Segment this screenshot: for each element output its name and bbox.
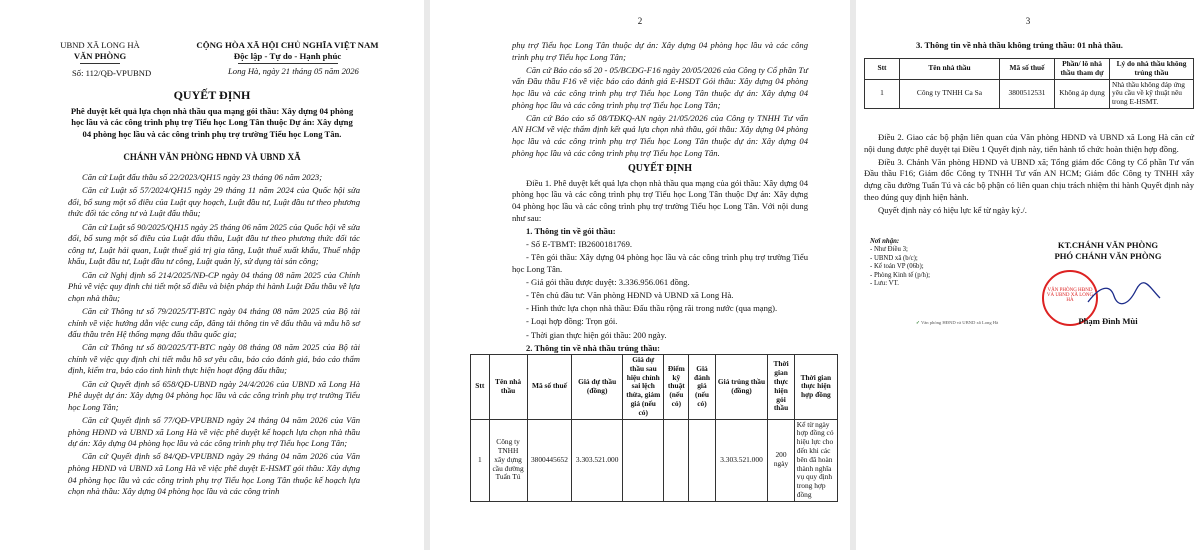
effect-clause: Quyết định này có hiệu lực kể từ ngày ký./.: [878, 204, 1027, 215]
org-underline: [80, 63, 120, 64]
table-header: Giá dự thầu (đồng): [572, 355, 623, 420]
table-header-row: [471, 355, 838, 420]
table-cell: Không áp dụng: [1055, 79, 1110, 108]
sign-line-1: KT.CHÁNH VĂN PHÒNG: [1057, 240, 1159, 250]
table-header: Giá đánh giá (nếu có): [689, 355, 716, 420]
info-item: - Thời gian thực hiện gói thầu: 200 ngày.: [526, 329, 667, 340]
recipient: - Kế toán VP (06b);: [870, 263, 924, 271]
table-cell: Công ty TNHH xây dựng cầu đường Tuấn Tú: [489, 419, 527, 501]
losing-bidder-table: [864, 58, 1194, 109]
table-cell: [689, 419, 716, 501]
legal-basis: Căn cứ Báo cáo số 20 - 05/BCĐG-F16 ngày 20/05/2026 của Công ty Cổ phần Tư vấn Đầu thầu F16 về việc báo cáo đánh giá E-HSDT Gói thầu: Xây dựng 04 phòng học lầu và các công trình phụ trợ Tiểu học Long Tân thuộc dự án: Xây dựng 04 phòng học lầu và các công trình phụ trợ Tiểu học Long Tân;: [512, 64, 808, 110]
table-row: [471, 419, 838, 501]
place-date: Long Hà, ngày 21 tháng 05 năm 2026: [228, 66, 359, 76]
table-header: Mã số thuế: [1000, 59, 1055, 80]
decision-title: QUYẾT ĐỊNH: [173, 88, 251, 102]
document-page-1: [0, 0, 424, 550]
info-item: - Tên chủ đầu tư: Văn phòng HĐND và UBND xã Long Hà.: [526, 290, 734, 301]
table-header: Stt: [471, 355, 490, 420]
table-header: Phần/ lô nhà thầu tham dự: [1055, 59, 1110, 80]
page-number: 2: [637, 16, 643, 26]
table-cell: [623, 419, 664, 501]
table-header: Tên nhà thầu: [489, 355, 527, 420]
recipients-title: Nơi nhận:: [870, 238, 900, 245]
recipient: - Phòng Kinh tế (p/h);: [870, 271, 931, 279]
legal-basis: Căn cứ Quyết định số 77/QĐ-VPUBND ngày 24 tháng 04 năm 2026 của Văn phòng HĐND và UBND xã Long Hà về việc phê duyệt kế hoạch lựa chọn nhà thầu dự án: Xây dựng 04 phòng học lầu và các công trình phụ trợ Tiểu học Long Tân;: [68, 415, 360, 449]
table-cell: Công ty TNHH Ca Sa: [900, 79, 1000, 108]
winning-bidder-table: [470, 354, 838, 502]
legal-basis: Căn cứ Báo cáo số 08/TĐKQ-AN ngày 21/05/2026 của Công ty TNHH Tư vấn AN HCM về việc thẩm định kết quả lựa chọn nhà thầu, gói thầu: Xây dựng 04 phòng học lầu và các công trình phụ trợ Tiểu học Long Tân thuộc dự án: Xây dựng 04 phòng học lầu và các công trình phụ trợ Tiểu học Long Tân.: [512, 112, 808, 158]
decision-title: QUYẾT ĐỊNH: [628, 163, 692, 175]
table-cell: 1: [865, 79, 900, 108]
document-page-3: [856, 0, 1200, 550]
table-cell: Nhà thầu không đáp ứng yêu cầu về kỹ thuật nêu trong E-HSMT.: [1110, 79, 1194, 108]
table-header: Thời gian thực hiện hợp đồng: [794, 355, 837, 420]
article-2: Điều 2. Giao các bộ phận liên quan của Văn phòng HĐND và UBND xã Long Hà căn cứ nội dung được phê duyệt tại Điều 1 Quyết định này, tiến hành tổ chức hoàn thiện hợp đồng.: [864, 132, 1194, 154]
table-cell: [664, 419, 689, 501]
table-header: Giá trúng thầu (đồng): [715, 355, 768, 420]
info-item: - Tên gói thầu: Xây dựng 04 phòng học lầu và các công trình phụ trợ trường Tiểu học Long Tân.: [512, 252, 808, 274]
table-cell: Kể từ ngày hợp đồng có hiệu lực cho đến khi các bên đã hoàn thành nghĩa vụ quy định trong hợp đồng: [794, 419, 837, 501]
issuing-authority: CHÁNH VĂN PHÒNG HĐND VÀ UBND XÃ: [123, 152, 301, 162]
legal-basis: Căn cứ Thông tư số 80/2025/TT-BTC ngày 08 tháng 08 năm 2025 của Bộ tài chính về việc quy định chi tiết mẫu hồ sơ yêu cầu, báo cáo đánh giá, báo cáo thẩm định, kiểm tra, báo cáo tình hình thực hiện hoạt động đấu thầu;: [68, 342, 360, 376]
legal-basis: Căn cứ Thông tư số 79/2025/TT-BTC ngày 04 tháng 08 năm 2025 của Bộ tài chính về việc hướng dẫn việc cung cấp, đăng tải thông tin về đấu thầu và mẫu hồ sơ đấu thầu trên Hệ thống mạng đấu thầu quốc gia;: [68, 305, 360, 340]
table-header: Thời gian thực hiện gói thầu: [768, 355, 794, 420]
digital-signature-label: Văn phòng HĐND và UBND xã Long Hà: [920, 320, 999, 325]
table-cell: 3800445652: [527, 419, 572, 501]
page-number: 3: [1025, 16, 1031, 26]
document-page-2: [430, 0, 850, 550]
article-1: Điều 1. Phê duyệt kết quả lựa chọn nhà thầu qua mạng của gói thầu: Xây dựng 04 phòng học lầu và các công trình phụ trợ Tiểu học Long Tân thuộc Dự án: Xây dựng 04 phòng học lầu và các công trình phụ trợ trường Tiểu học Long Tân. Với nội dung như sau:: [512, 177, 808, 223]
issuing-organization: [50, 40, 150, 64]
table-row: [865, 79, 1194, 108]
section-2-heading: 2. Thông tin về nhà thầu trúng thầu:: [526, 342, 661, 353]
table-header-row: [865, 59, 1194, 80]
legal-basis: Căn cứ Nghị định số 214/2025/NĐ-CP ngày 04 tháng 08 năm 2025 của Chính Phủ về việc quy định chi tiết một số điều và biện pháp thi hành Luật Đấu thầu về lựa chọn nhà thầu;: [68, 269, 360, 303]
page3-body: [864, 132, 1194, 218]
stamp-text: VĂN PHÒNG HĐND VÀ UBND XÃ LONG HÀ: [1046, 288, 1094, 303]
table-header: Lý do nhà thầu không trúng thầu: [1110, 59, 1194, 80]
digital-signature-icon: ✓: [916, 320, 920, 325]
org-line-1: UBND XÃ LONG HÀ: [60, 40, 140, 50]
section-1-heading: 1. Thông tin về gói thầu:: [526, 225, 616, 236]
sign-line-2: PHÓ CHÁNH VĂN PHÒNG: [1054, 251, 1162, 261]
table-header: Điểm kỹ thuật (nếu có): [664, 355, 689, 420]
legal-basis: Căn cứ Quyết định số 658/QĐ-UBND ngày 24/4/2026 của UBND xã Long Hà Phê duyệt dự án: Xây dựng 04 phòng học lầu và các công trình phụ trợ trường Tiểu học Long Tân;: [68, 378, 360, 412]
page2-body: [512, 40, 808, 356]
document-number: Số: 112/QĐ-VPUBND: [72, 68, 152, 78]
legal-bases: [68, 172, 360, 499]
national-header: [175, 40, 400, 64]
signature-heading: [1026, 240, 1190, 262]
digital-signature-mark: [916, 320, 1016, 326]
table-header: Giá dự thầu sau hiệu chỉnh sai lệch thừa, giảm giá (nếu có): [623, 355, 664, 420]
table-header: Stt: [865, 59, 900, 80]
handwritten-signature: [1084, 280, 1164, 310]
info-item: - Hình thức lựa chọn nhà thầu: Đấu thầu rộng rãi trong nước (qua mạng).: [526, 303, 778, 314]
org-line-2: VĂN PHÒNG: [73, 51, 127, 61]
legal-basis: Căn cứ Luật số 90/2025/QH15 ngày 25 tháng 06 năm 2025 của Quốc hội về sửa đổi, bổ sung một số điều của Luật đấu thầu, Luật đầu tư theo phương thức đối tác công tư, Luật hải quan, Luật thuế giá trị gia tăng, Luật thuế xuất khẩu, Thuế nhập khẩu, Luật đầu tư, Luật đầu tư công, Luật quản lý, sử dụng tài sản công;: [68, 221, 360, 267]
national-motto: Độc lập - Tự do - Hạnh phúc: [233, 51, 342, 61]
table-cell: 3800512531: [1000, 79, 1055, 108]
recipient: - Lưu: VT.: [870, 280, 899, 288]
info-item: - Số E-TBMT: IB2600181769.: [526, 238, 633, 249]
motto-underline: [238, 63, 338, 64]
table-cell: 3.303.521.000: [715, 419, 768, 501]
decision-subject: Phê duyệt kết quả lựa chọn nhà thầu qua mạng gói thầu: Xây dựng 04 phòng học lầu và các công trình phụ trợ Tiểu học Long Tân thuộc Dự án: Xây dựng 04 phòng học lầu và các công trình phụ trợ trường Tiểu học Long Tân.: [70, 106, 354, 139]
info-item: - Loại hợp đồng: Trọn gói.: [526, 316, 618, 327]
legal-basis: Căn cứ Luật đấu thầu số 22/2023/QH15 ngày 23 tháng 06 năm 2023;: [82, 172, 323, 182]
table-header: Mã số thuế: [527, 355, 572, 420]
section-3-heading: 3. Thông tin về nhà thầu không trúng thầu: 01 nhà thầu.: [916, 40, 1123, 50]
recipient: - UBND xã (b/c);: [870, 254, 918, 262]
article-3: Điều 3. Chánh Văn phòng HĐND và UBND xã; Tổng giám đốc Công ty Cổ phần Tư vấn Đầu thầu F16; Giám đốc Công ty TNHH Tư vấn AN HCM; Giám đốc Công ty TNHH xây dựng cầu đường Tuấn Tú và các bộ phận có liên quan chịu trách nhiệm thi hành Quyết định này theo đúng quy định hiện hành.: [864, 156, 1194, 202]
continued-text: phụ trợ Tiểu học Long Tân thuộc dự án: Xây dựng 04 phòng học lầu và các công trình phụ trợ Tiểu học Long Tân;: [512, 40, 808, 62]
recipient: - Như Điều 3;: [870, 246, 908, 254]
table-cell: 200 ngày: [768, 419, 794, 501]
signer-name: Phạm Đình Mùi: [1078, 316, 1138, 326]
legal-basis: Căn cứ Luật số 57/2024/QH15 ngày 29 tháng 11 năm 2024 của Quốc hội sửa đổi, bổ sung một số điều của Luật quy hoạch, Luật đầu tư, Luật đầu tư theo phương thức đối tác công tư và Luật đấu thầu;: [68, 185, 360, 219]
info-item: - Giá gói thầu được duyệt: 3.336.956.061 đồng.: [526, 276, 690, 287]
table-cell: 3.303.521.000: [572, 419, 623, 501]
nation-name: CỘNG HÒA XÃ HỘI CHỦ NGHĨA VIỆT NAM: [196, 40, 379, 50]
table-header: Tên nhà thầu: [900, 59, 1000, 80]
table-cell: 1: [471, 419, 490, 501]
legal-basis: Căn cứ Quyết định số 84/QĐ-VPUBND ngày 29 tháng 04 năm 2026 của Văn phòng HĐND và UBND xã Long Hà về việc phê duyệt E-HSMT gói thầu: Xây dựng 04 phòng học lầu và các công trình phụ trợ Tiểu học Long Tân thuộc kế hoạch lựa chọn nhà thầu: Xây dựng 04 phòng học lầu và các công trình: [68, 451, 360, 497]
recipients-block: [870, 238, 990, 288]
